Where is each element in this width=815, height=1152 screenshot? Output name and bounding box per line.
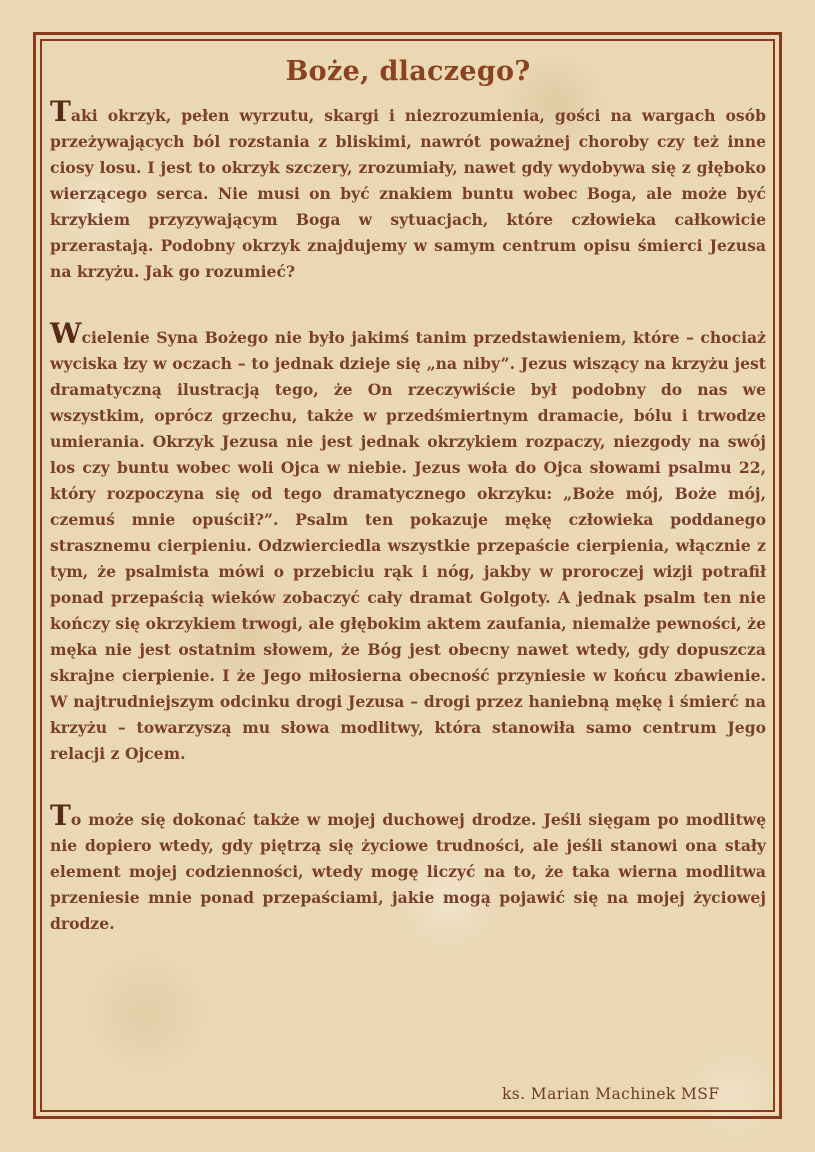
page-title: Boże, dlaczego? <box>285 56 531 87</box>
paragraph-2 <box>50 317 766 767</box>
paragraph-2-text: cielenie Syna Bożego nie było jakimś tanim przedstawieniem, które – chociaż wyciska łzy w oczach – to jednak dzieje się „na niby”. Jezus wiszący na krzyżu jest dramatyczną ilustracją tego, że On rzeczywiście był podobny do nas we wszystkim, oprócz grzechu, także w przedśmiertnym dramacie, bólu i trwodze umierania. Okrzyk Jezusa nie jest jednak okrzykiem rozpaczy, niezgody na swój los czy buntu wobec woli Ojca w niebie. Jezus woła do Ojca słowami psalmu 22, który rozpoczyna się od tego dramatycznego okrzyku: „Boże mój, Boże mój, czemuś mnie opuścił?”. Psalm ten pokazuje mękę człowieka poddanego strasznemu cierpieniu. Odzwierciedla wszystkie przepaście cierpienia, włącznie z tym, że psalmista mówi o przebiciu rąk i nóg, jakby w proroczej wizji potrafił ponad przepaścią wieków zobaczyć cały dramat Golgoty. A jednak psalm ten nie kończy się okrzykiem trwogi, ale głębokim aktem zaufania, niemalże pewności, że męka nie jest ostatnim słowem, że Bóg jest obecny nawet wtedy, gdy dopuszcza skrajne cierpienie. I że Jego miłosierna obecność przyniesie w końcu zbawienie. W najtrudniejszym odcinku drogi Jezusa – drogi przez haniebną mękę i śmierć na krzyżu – towarzyszą mu słowa modlitwy, która stanowiła samo centrum Jego relacji z Ojcem. <box>50 328 766 763</box>
author-signature: ks. Marian Machinek MSF <box>502 1085 720 1103</box>
paragraph-3-text: o może się dokonać także w mojej duchowej drodze. Jeśli sięgam po modlitwę nie dopiero wtedy, gdy piętrzą się życiowe trudności, ale jeśli stanowi ona stały element mojej codzienności, wtedy mogę liczyć na to, że taka wierna modlitwa przeniesie mnie ponad przepaściami, jakie mogą pojawić się na mojej życiowej drodze. <box>50 810 766 933</box>
drop-initial-1: T <box>50 95 71 128</box>
drop-initial-2: W <box>50 317 82 350</box>
paragraph-1-text: aki okrzyk, pełen wyrzutu, skargi i niezrozumienia, gości na wargach osób przeżywających ból rozstania z bliskimi, nawrót poważnej choroby czy też inne ciosy losu. I jest to okrzyk szczery, zrozumiały, nawet gdy wydobywa się z głęboko wierzącego serca. Nie musi on być znakiem buntu wobec Boga, ale może być krzykiem przyzywającym Boga w sytuacjach, które człowieka całkowicie przerastają. Podobny okrzyk znajdujemy w samym centrum opisu śmierci Jezusa na krzyżu. Jak go rozumieć? <box>50 106 766 281</box>
paragraph-3 <box>50 799 766 937</box>
article <box>50 56 766 937</box>
drop-initial-3: T <box>50 799 71 832</box>
paragraph-1 <box>50 95 766 285</box>
